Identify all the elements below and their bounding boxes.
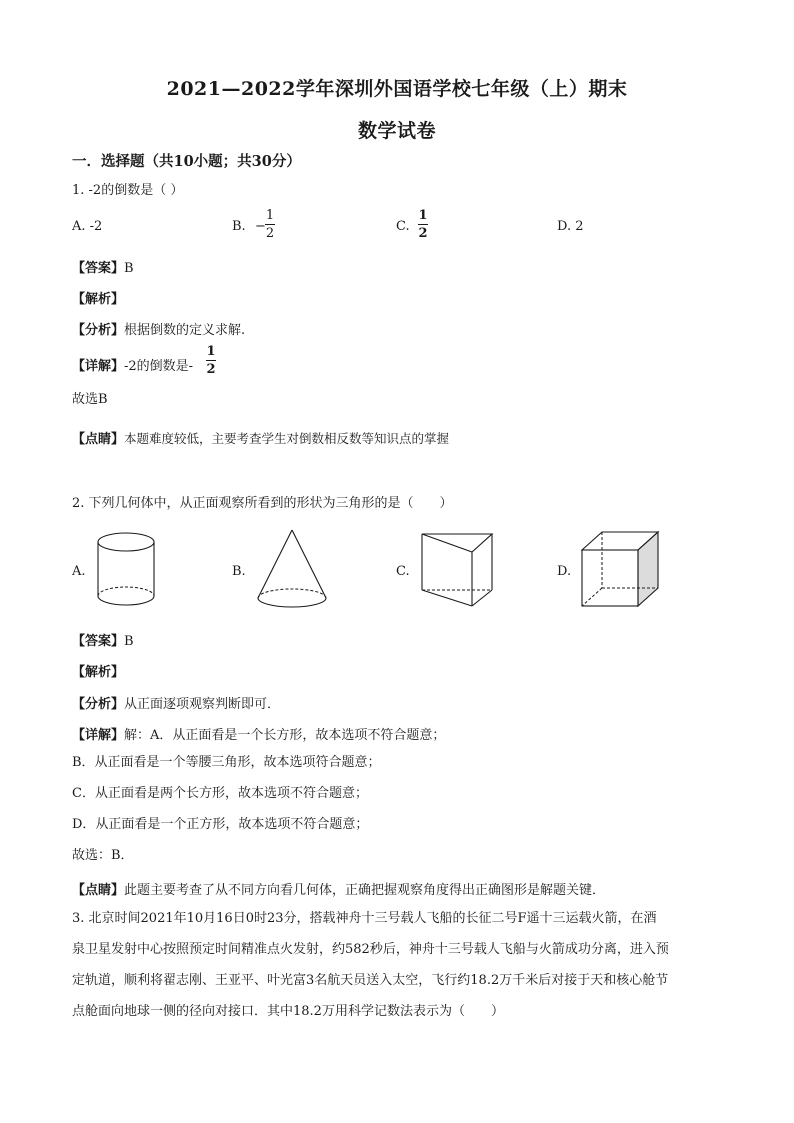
- q1-detail-fraction: [206, 344, 216, 377]
- q1-answer: [72, 257, 134, 276]
- q2-stem: 2. 下列几何体中，从正面观察所看到的形状为三角形的是（ ）: [72, 496, 453, 511]
- q1-detail: [72, 355, 193, 374]
- fenxi-tag: 【分析】: [72, 697, 125, 712]
- fenxi-text: 根据倒数的定义求解.: [124, 323, 246, 338]
- q2-comment: [72, 879, 605, 898]
- cylinder-icon: [94, 530, 160, 610]
- q1-option-c-label: C.: [396, 219, 410, 234]
- cube-icon: [580, 530, 664, 610]
- detail-tag: 【详解】: [72, 359, 125, 374]
- cone-icon: [254, 528, 330, 612]
- q3-line-4: 点舱面向地球一侧的径向对接口．其中18.2万用科学记数法表示为（ ）: [72, 1004, 504, 1019]
- answer-tag: 【答案】: [72, 261, 125, 276]
- q3-line-1: 3. 北京时间2021年10月16日0时23分，搭载神舟十三号载人飞船的长征二号F遥十三运载火箭，在酒: [72, 911, 657, 926]
- fraction-bar: [206, 360, 216, 361]
- q1-option-b-sign: −: [255, 219, 266, 234]
- q2-detail-c: C．从正面看是两个长方形，故本选项不符合题意；: [72, 786, 368, 801]
- fraction-numerator: 1: [206, 344, 216, 359]
- q1-option-c-fraction: [418, 208, 428, 241]
- analysis-tag: 【解析】: [72, 292, 125, 307]
- fraction-denominator: 2: [265, 226, 275, 241]
- q2-detail-a: [72, 724, 445, 743]
- fraction-numerator: 1: [418, 208, 428, 223]
- q1-option-a: A. -2: [72, 219, 103, 234]
- q2-detail-d: D．从正面看是一个正方形，故本选项不符合题意；: [72, 817, 369, 832]
- q1-option-b-fraction: [265, 208, 275, 241]
- fenxi-text: 从正面逐项观察判断即可．: [124, 697, 281, 712]
- fraction-bar: [418, 224, 428, 225]
- page-title: 2021—2022学年深圳外国语学校七年级（上）期末: [166, 78, 628, 100]
- q1-analysis-tag: [72, 288, 124, 307]
- q3-line-3: 定轨道，顺利将翟志刚、王亚平、叶光富3名航天员送入太空，飞行约18.2万千米后对接于天和核心舱节: [72, 973, 669, 988]
- fraction-bar: [265, 224, 275, 225]
- page-subtitle: 数学试卷: [357, 120, 436, 142]
- q1-stem: 1. -2的倒数是（ ）: [72, 183, 184, 198]
- q2-analysis-tag: [72, 661, 124, 680]
- q2-detail-b: B．从正面看是一个等腰三角形，故本选项符合题意；: [72, 755, 381, 770]
- detail-tag: 【详解】: [72, 728, 125, 743]
- detail-text: -2的倒数是-: [124, 359, 194, 374]
- comment-text: 本题难度较低，主要考查学生对倒数相反数等知识点的掌握: [124, 431, 450, 446]
- q1-comment: [72, 428, 449, 447]
- analysis-tag: 【解析】: [72, 665, 125, 680]
- answer-value: B: [124, 634, 134, 649]
- q1-fenxi: [72, 319, 245, 338]
- comment-tag: 【点睛】: [72, 883, 125, 898]
- fenxi-tag: 【分析】: [72, 323, 125, 338]
- triangular-prism-icon: [418, 530, 496, 610]
- fraction-denominator: 2: [206, 362, 216, 377]
- q3-line-2: 泉卫星发射中心按照预定时间精准点火发射，约582秒后，神舟十三号载人飞船与火箭成功分离，进入预: [72, 942, 669, 957]
- q2-fenxi: [72, 693, 280, 712]
- q1-option-d: D. 2: [557, 219, 584, 234]
- fraction-numerator: 1: [265, 208, 275, 223]
- q1-conclusion: 故选B: [72, 392, 108, 407]
- q2-option-a-label: A.: [72, 564, 86, 579]
- answer-tag: 【答案】: [72, 634, 125, 649]
- q2-conclusion: 故选：B．: [72, 848, 134, 863]
- q2-answer: [72, 630, 134, 649]
- q2-option-b-label: B.: [232, 564, 246, 579]
- answer-value: B: [124, 261, 134, 276]
- fraction-denominator: 2: [418, 226, 428, 241]
- comment-tag: 【点睛】: [72, 432, 125, 447]
- detail-text: 解：A．从正面看是一个长方形，故本选项不符合题意；: [124, 728, 446, 743]
- section-heading: 一．选择题（共10小题；共30分）: [72, 153, 301, 170]
- q2-option-c-label: C.: [396, 564, 410, 579]
- comment-text: 此题主要考查了从不同方向看几何体，正确把握观察角度得出正确图形是解题关键．: [124, 883, 606, 898]
- q1-option-b-label: B.: [232, 219, 246, 234]
- q2-option-d-label: D.: [557, 564, 572, 579]
